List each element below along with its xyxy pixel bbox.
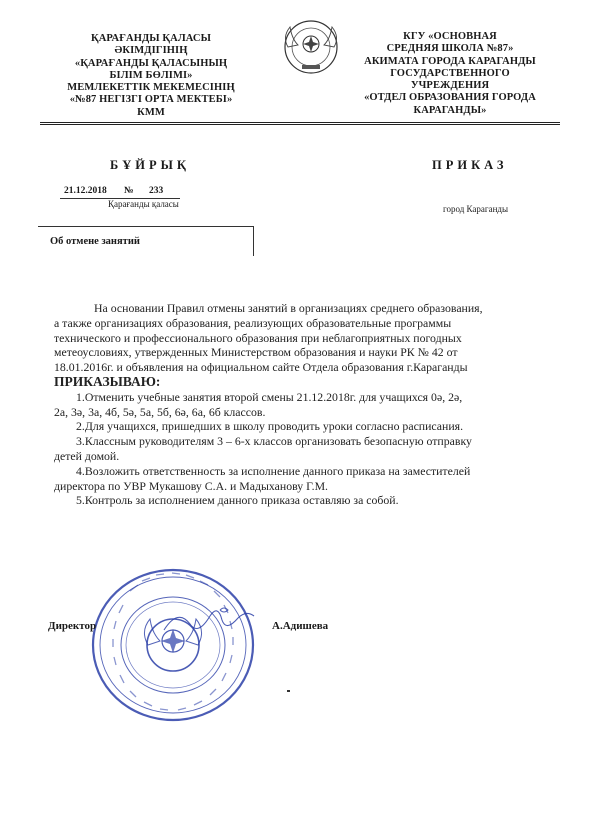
order-subject: Об отмене занятий xyxy=(50,236,140,247)
document-number: 233 xyxy=(149,186,164,196)
city-kz: Қарағанды қаласы xyxy=(108,199,179,209)
director-name: А.Адишева xyxy=(272,620,329,632)
header-left-kz xyxy=(46,33,256,119)
header-right-line: АКИМАТА ГОРОДА КАРАГАНДЫ xyxy=(364,55,536,67)
order-item-line: директора по УВР Мукашову С.А. и Мадыханову Г.М. xyxy=(54,478,329,493)
state-emblem-icon xyxy=(278,17,344,77)
header-left-line: МЕМЛЕКЕТТІК МЕКЕМЕСІНІҢ xyxy=(67,82,235,94)
header-right-line: ГОСУДАРСТВЕННОГО xyxy=(390,67,510,79)
document-date: 21.12.2018 xyxy=(64,186,107,196)
header-right-line: КАРАГАНДЫ» xyxy=(413,104,487,116)
order-keyword: ПРИКАЗЫВАЮ: xyxy=(54,373,161,389)
body-line: метеоусловиях, утвержденных Министерством образования и науки РК № 42 от xyxy=(54,345,458,360)
order-item-line: 2а, 3ә, 3а, 4б, 5ә, 5а, 5б, 6ә, 6а, 6б классов. xyxy=(54,404,266,419)
document-number-label: № xyxy=(124,186,134,196)
title-ru: ПРИКАЗ xyxy=(432,158,508,172)
city-ru: город Караганды xyxy=(443,204,509,214)
director-label: Директор xyxy=(48,620,97,632)
header-left-line: ӘКІМДІГІНІҢ xyxy=(114,45,188,57)
order-item-line: детей домой. xyxy=(54,448,120,463)
header-right-line: КГУ «ОСНОВНАЯ xyxy=(403,31,497,42)
order-item-line: 1.Отменить учебные занятия второй смены 21.12.2018г. для учащихся 0ә, 2ә, xyxy=(76,389,463,404)
header-right-line: УЧРЕЖДЕНИЯ xyxy=(410,80,490,92)
order-item-line: 4.Возложить ответственность за исполнение данного приказа на заместителей xyxy=(76,463,471,478)
body-line: а также организациях образования, реализующих образовательные программы xyxy=(54,315,452,330)
subject-box-top xyxy=(38,226,254,227)
title-kz: БҰЙРЫҚ xyxy=(110,158,190,172)
header-left-line: ҚАРАҒАНДЫ ҚАЛАСЫ xyxy=(90,33,211,44)
order-item-line: 3.Классным руководителям 3 – 6-х классов организовать безопасную отправку xyxy=(76,434,472,449)
header-right-line: «ОТДЕЛ ОБРАЗОВАНИЯ ГОРОДА xyxy=(364,92,536,104)
header-right-ru xyxy=(352,31,548,117)
order-item-line: 2.Для учащихся, пришедших в школу проводить уроки согласно расписания. xyxy=(76,419,464,434)
header-divider xyxy=(40,124,560,125)
header-divider xyxy=(40,122,560,123)
order-body xyxy=(54,301,483,508)
header-left-line: «ҚАРАҒАНДЫ ҚАЛАСЫНЫҢ xyxy=(74,57,228,69)
header-left-line: БІЛІМ БӨЛІМІ» xyxy=(109,69,193,81)
signature-icon xyxy=(160,590,270,650)
body-line: 18.01.2016г. и объявления на официальном сайте Отдела образования г.Караганды xyxy=(54,360,468,375)
header-left-line: «№87 НЕГІЗГІ ОРТА МЕКТЕБІ» xyxy=(69,94,233,106)
body-line: технического и профессионального образования при неблагоприятных погодных xyxy=(54,330,462,345)
scan-mark xyxy=(287,690,290,692)
order-item-line: 5.Контроль за исполнением данного приказа оставляю за собой. xyxy=(76,493,399,508)
header-left-line: КММ xyxy=(137,106,165,118)
subject-box-side xyxy=(253,226,254,256)
body-line: На основании Правил отмены занятий в организациях среднего образования, xyxy=(94,301,483,315)
header-right-line: СРЕДНЯЯ ШКОЛА №87» xyxy=(386,43,514,55)
